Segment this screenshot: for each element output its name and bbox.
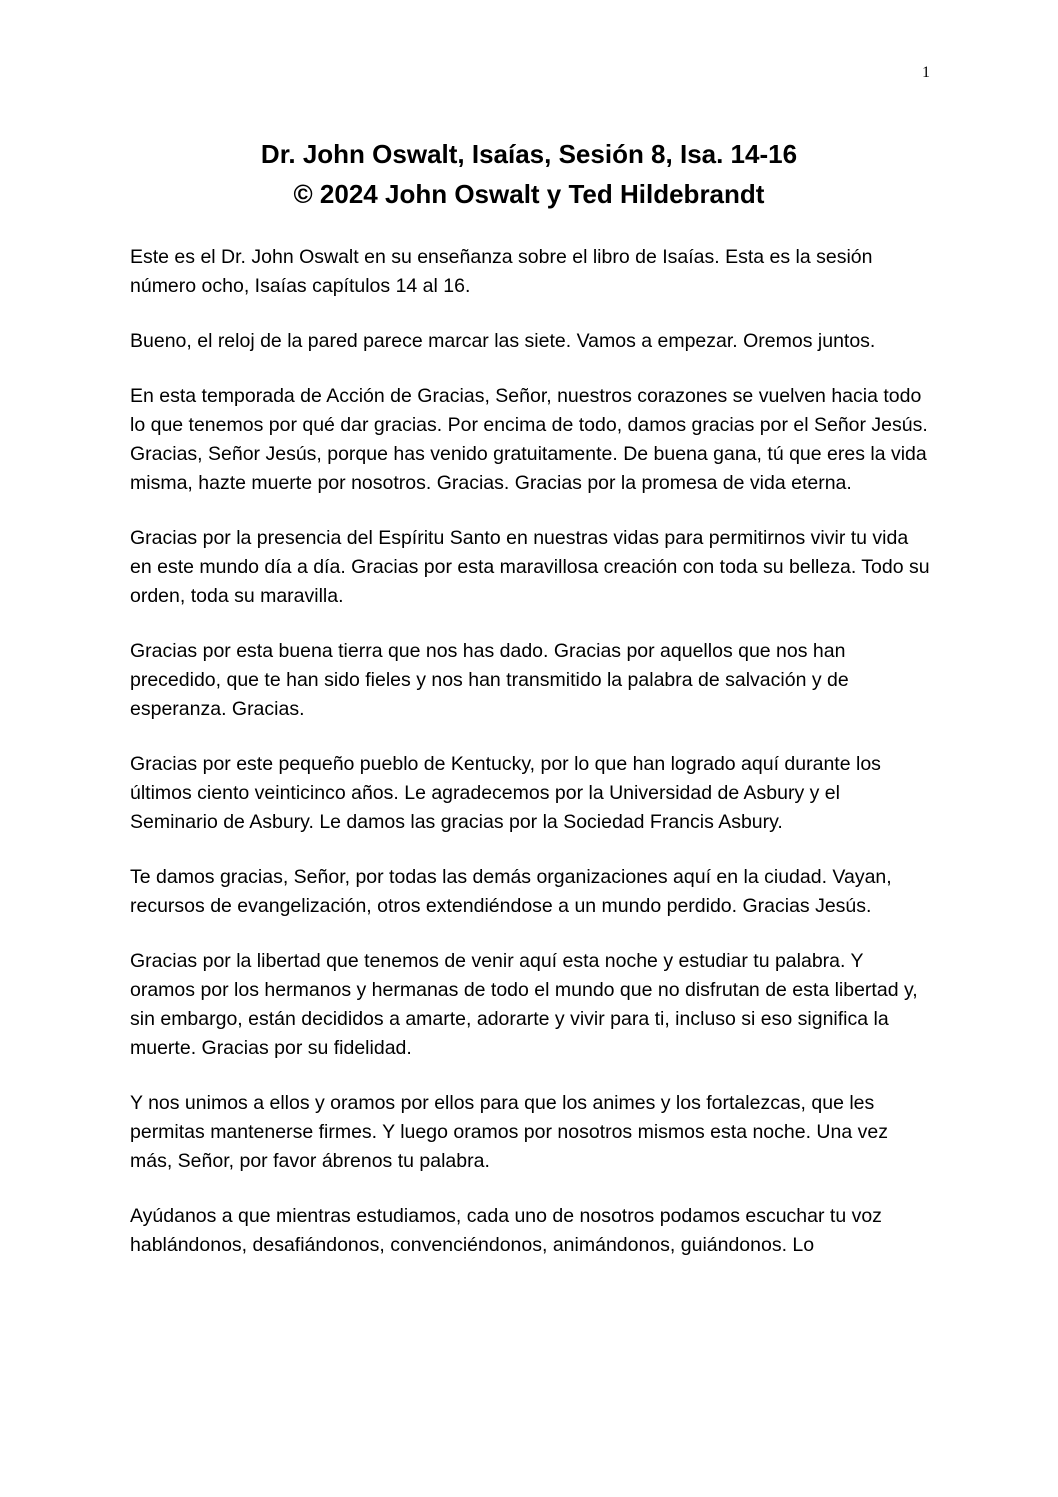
paragraph-10: Ayúdanos a que mientras estudiamos, cada uno de nosotros podamos escuchar tu voz hablándonos, desafiándonos, convenciéndonos, animándonos, guiándonos. Lo — [130, 1205, 882, 1256]
document-title — [0, 134, 1058, 214]
paragraph-4: Gracias por la presencia del Espíritu Santo en nuestras vidas para permitirnos vivir tu vida en este mundo día a día. Gracias por esta maravillosa creación con toda su belleza. Todo su orden, toda su maravilla. — [130, 527, 930, 607]
paragraph-2: Bueno, el reloj de la pared parece marcar las siete. Vamos a empezar. Oremos juntos. — [130, 330, 876, 352]
paragraph-8: Gracias por la libertad que tenemos de venir aquí esta noche y estudiar tu palabra. Y oramos por los hermanos y hermanas de todo el mundo que no disfrutan de esta libertad y, sin embargo, están decididos a amarte, adorarte y vivir para ti, incluso si eso significa la muerte. Gracias por su fidelidad. — [130, 950, 918, 1059]
paragraph-7: Te damos gracias, Señor, por todas las demás organizaciones aquí en la ciudad. Vayan, recursos de evangelización, otros extendiéndose a un mundo perdido. Gracias Jesús. — [130, 866, 892, 917]
page-number: 1 — [922, 64, 930, 81]
paragraph-9: Y nos unimos a ellos y oramos por ellos para que los animes y los fortalezcas, que les permitas mantenerse firmes. Y luego oramos por nosotros mismos esta noche. Una vez más, Señor, por favor ábrenos tu palabra. — [130, 1092, 888, 1172]
paragraph-6: Gracias por este pequeño pueblo de Kentucky, por lo que han logrado aquí durante los últimos ciento veinticinco años. Le agradecemos por la Universidad de Asbury y el Seminario de Asbury. Le damos las gracias por la Sociedad Francis Asbury. — [130, 753, 881, 833]
paragraph-1: Este es el Dr. John Oswalt en su enseñanza sobre el libro de Isaías. Esta es la sesión número ocho, Isaías capítulos 14 al 16. — [130, 246, 873, 297]
paragraph-3: En esta temporada de Acción de Gracias, Señor, nuestros corazones se vuelven hacia todo lo que tenemos por qué dar gracias. Por encima de todo, damos gracias por el Señor Jesús. Gracias, Señor Jesús, porque has venido gratuitamente. De buena gana, tú que eres la vida misma, hazte muerte por nosotros. Gracias. Gracias por la promesa de vida eterna. — [130, 385, 928, 494]
title-line-2: © 2024 John Oswalt y Ted Hildebrandt — [293, 179, 765, 209]
body-text — [130, 243, 930, 1286]
title-line-1: Dr. John Oswalt, Isaías, Sesión 8, Isa. 14-16 — [260, 139, 798, 169]
paragraph-5: Gracias por esta buena tierra que nos has dado. Gracias por aquellos que nos han precedido, que te han sido fieles y nos han transmitido la palabra de salvación y de esperanza. Gracias. — [130, 640, 849, 720]
